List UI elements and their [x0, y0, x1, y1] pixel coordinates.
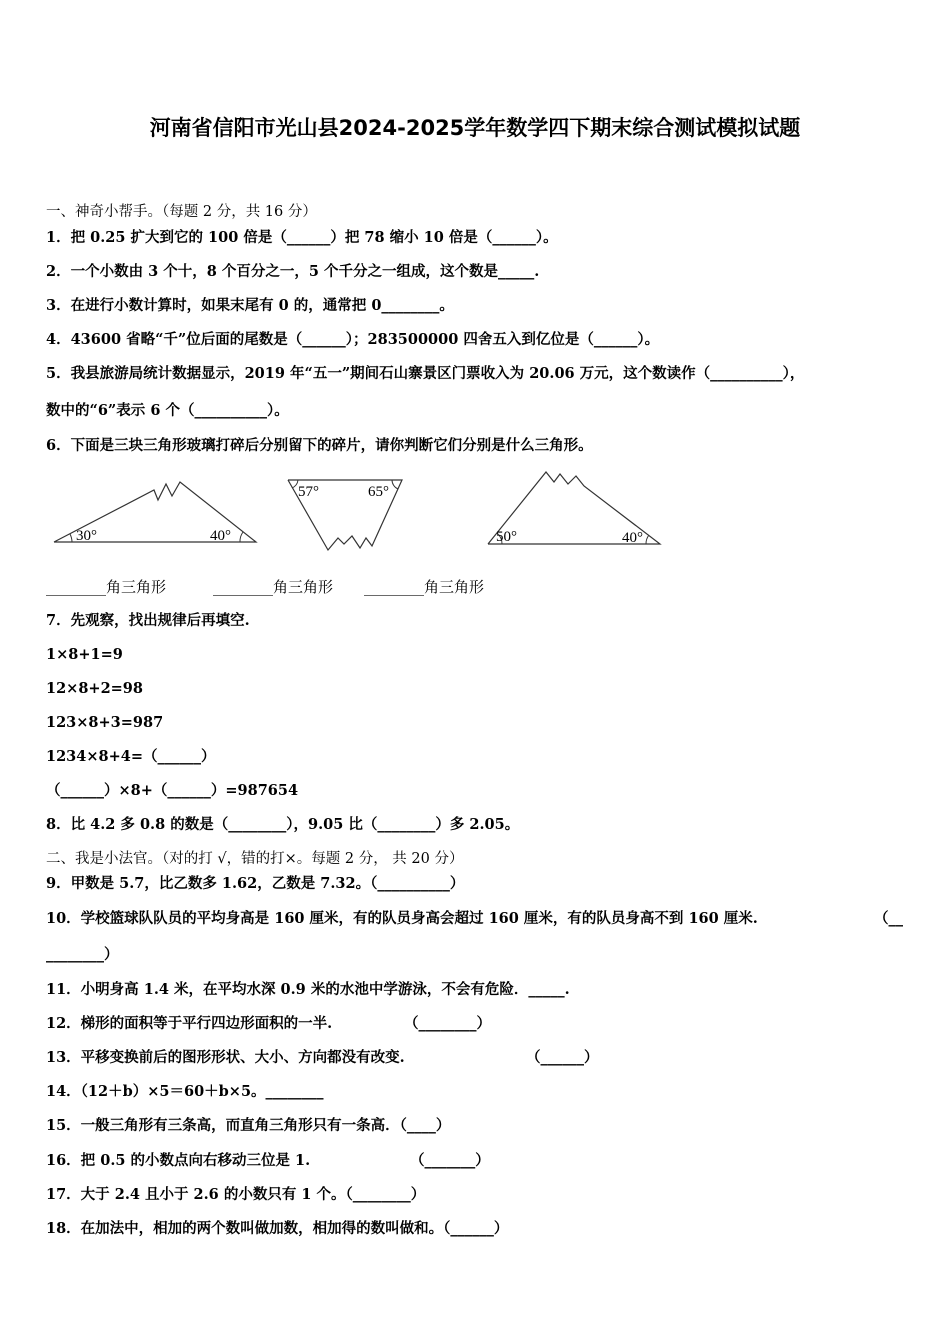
question-12: 12．梯形的面积等于平行四边形面积的一半.: [46, 1015, 333, 1032]
question-2: 2．一个小数由 3 个十，8 个百分之一，5 个千分之一组成，这个数是_____.: [46, 263, 540, 280]
question-12-blank: （________）: [404, 1015, 491, 1032]
section-2-heading: 二、我是小法官。（对的打 √，错的打×。每题 2 分， 共 20 分）: [46, 851, 464, 867]
question-5-line-2: 数中的“6”表示 6 个（__________）。: [46, 402, 289, 419]
question-17: 17．大于 2.4 且小于 2.6 的小数只有 1 个。（________）: [46, 1186, 426, 1203]
question-16: 16．把 0.5 的小数点向右移动三位是 1.: [46, 1152, 311, 1169]
broken-triangle-3: [484, 466, 664, 550]
triangle-answer-3: ________角三角形: [364, 578, 485, 596]
question-18: 18．在加法中，相加的两个数叫做加数，相加得的数叫做和。（______）: [46, 1220, 509, 1237]
question-10-line-1: 10．学校篮球队队员的平均身高是 160 厘米，有的队员身高会超过 160 厘米，有的队员身高不到 160 厘米.: [46, 910, 758, 927]
pattern-line-5: （______）×8+（______）=987654: [46, 782, 299, 799]
broken-triangle-2: [284, 474, 408, 554]
page-title: 河南省信阳市光山县2024-2025学年数学四下期末综合测试模拟试题: [149, 116, 801, 140]
question-3: 3．在进行小数计算时，如果末尾有 0 的，通常把 0________。: [46, 297, 454, 314]
pattern-line-3: 123×8+3=987: [46, 714, 164, 731]
question-1: 1．把 0.25 扩大到它的 100 倍是（______）把 78 缩小 10 倍是（______）。: [46, 229, 558, 246]
angle-label: 30°: [76, 528, 97, 544]
question-5-line-1: 5．我县旅游局统计数据显示，2019 年“五一”期间石山寨景区门票收入为 20.06 万元，这个数读作（__________），: [46, 365, 805, 382]
pattern-line-2: 12×8+2=98: [46, 680, 143, 697]
question-10-blank-start: （__: [874, 910, 903, 927]
question-13: 13．平移变换前后的图形形状、大小、方向都没有改变.: [46, 1049, 405, 1066]
angle-label: 65°: [368, 484, 389, 500]
angle-label: 57°: [298, 484, 319, 500]
question-7: 7．先观察，找出规律后再填空.: [46, 612, 250, 629]
triangle-answer-1: ________角三角形: [46, 578, 167, 596]
question-11: 11．小明身高 1.4 米，在平均水深 0.9 米的水池中学游泳，不会有危险．_____.: [46, 981, 570, 998]
section-1-heading: 一、神奇小帮手。（每题 2 分，共 16 分）: [46, 204, 317, 220]
pattern-line-1: 1×8+1=9: [46, 646, 123, 663]
pattern-line-4: 1234×8+4=（______）: [46, 748, 216, 765]
question-4: 4．43600 省略“千”位后面的尾数是（______）；283500000 四舍五入到亿位是（______）。: [46, 331, 660, 348]
triangle-answer-2: ________角三角形: [213, 578, 334, 596]
question-13-blank: （______）: [526, 1049, 599, 1066]
question-10-line-2: ________）: [46, 946, 119, 963]
question-16-blank: （_______）: [410, 1152, 490, 1169]
broken-triangle-1: [50, 478, 260, 548]
question-9: 9．甲数是 5.7，比乙数多 1.62，乙数是 7.32。（__________）: [46, 875, 465, 892]
angle-label: 40°: [622, 530, 643, 546]
question-14: 14．（12＋b）×5＝60＋b×5。________: [46, 1083, 324, 1100]
question-8: 8．比 4.2 多 0.8 的数是（________），9.05 比（________）多 2.05。: [46, 816, 520, 833]
question-15: 15．一般三角形有三条高，而直角三角形只有一条高．（____）: [46, 1117, 451, 1134]
angle-label: 40°: [210, 528, 231, 544]
question-6: 6．下面是三块三角形玻璃打碎后分别留下的碎片，请你判断它们分别是什么三角形。: [46, 437, 593, 454]
angle-label: 50°: [496, 529, 517, 545]
